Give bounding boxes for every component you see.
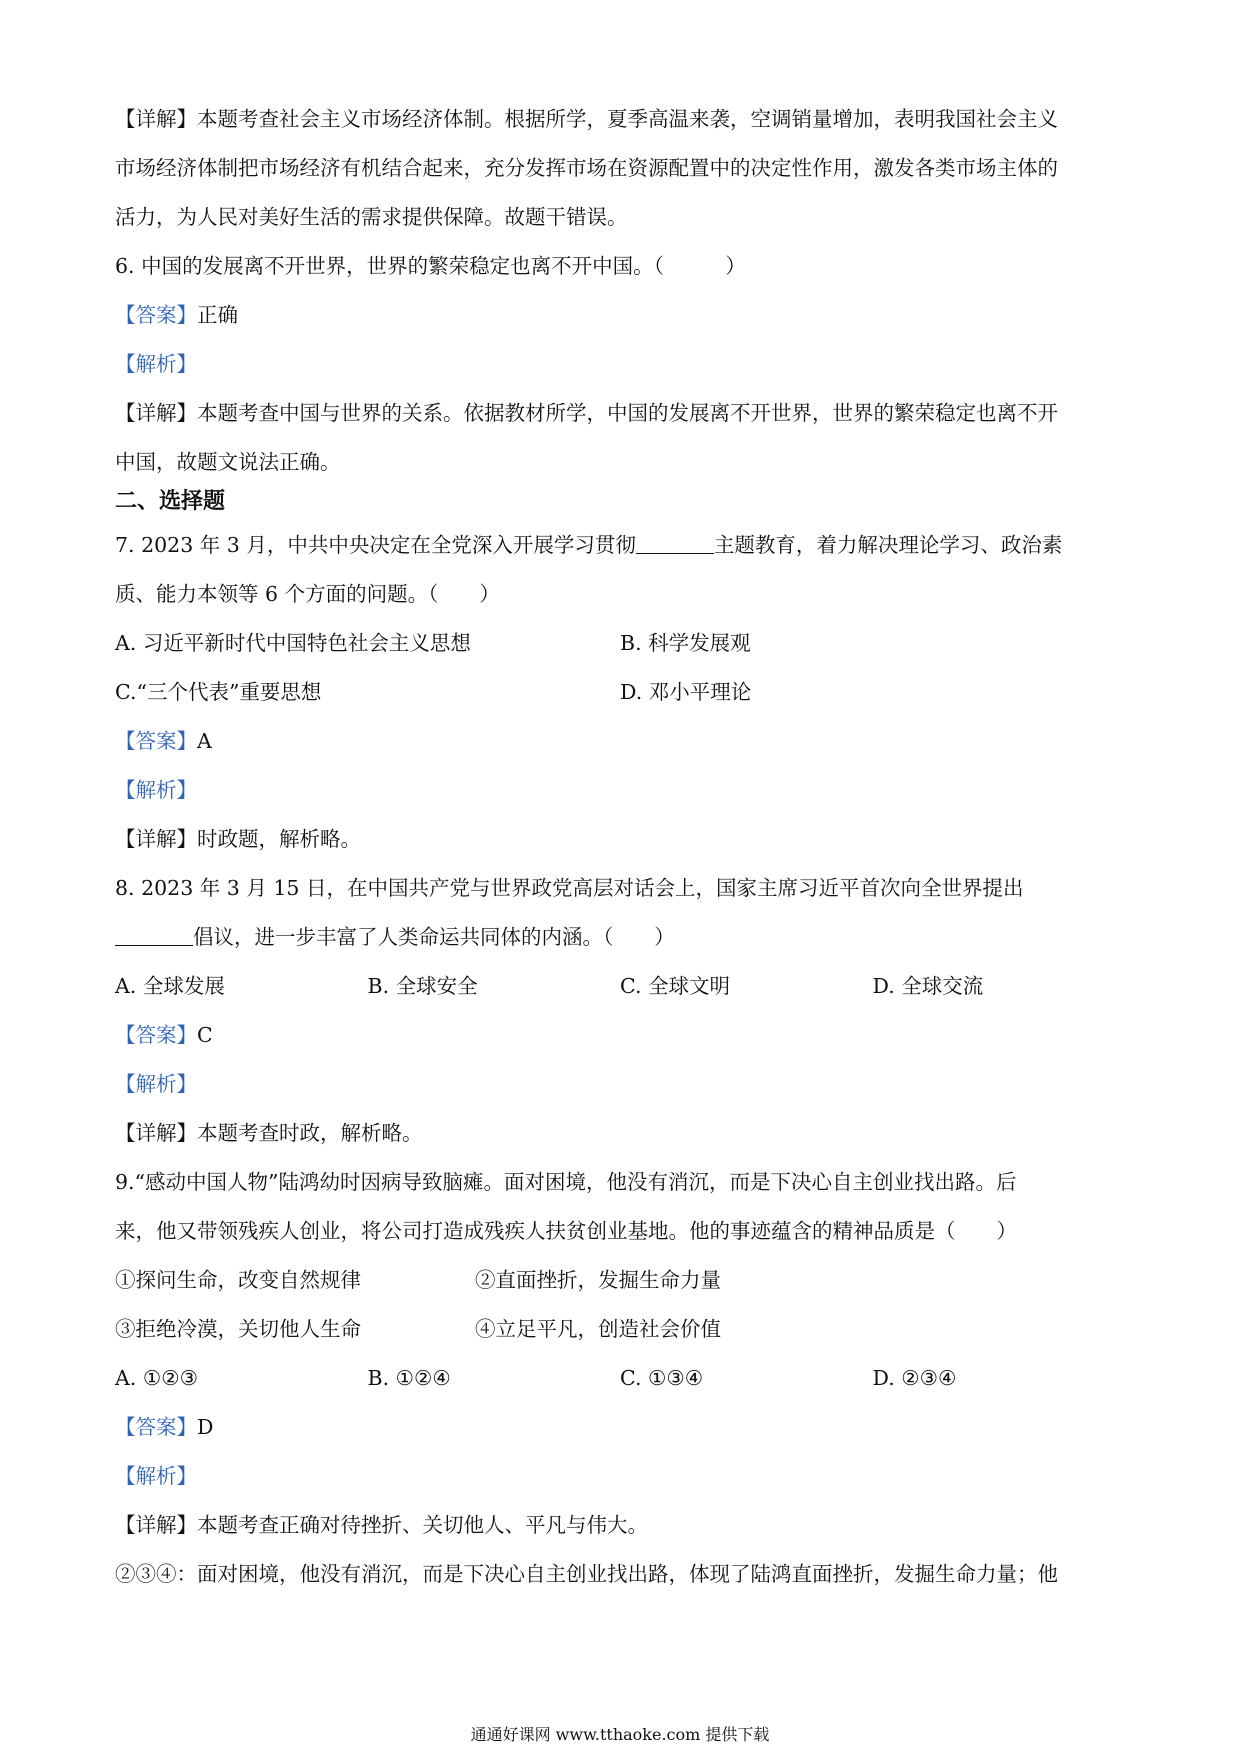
q8-detail (115, 1116, 1125, 1165)
detail-tag: 【详解】 (115, 1121, 197, 1145)
q9-statements-row-1 (115, 1263, 1125, 1312)
q9-answer-value: D (197, 1415, 214, 1439)
answer-tag: 【答案】 (115, 1023, 197, 1047)
option-c: C.“三个代表”重要思想 (115, 680, 322, 704)
q8-answer (115, 1018, 1125, 1067)
option-a: A. ①②③ (115, 1366, 198, 1390)
q9-options-row (115, 1361, 1125, 1410)
page-footer: 通通好课网 www.tthaoke.com 提供下载 (470, 1725, 770, 1744)
option-c: C. ①③④ (620, 1366, 704, 1390)
section-title: 二、选择题 (115, 489, 226, 514)
option-d: D. 邓小平理论 (620, 680, 752, 704)
q6-answer (115, 298, 1125, 347)
detail-tag: 【详解】 (115, 1513, 197, 1537)
answer-tag: 【答案】 (115, 303, 197, 327)
q5-detail-text-1: 本题考查社会主义市场经济体制。根据所学，夏季高温来袭，空调销量增加，表明我国社会主义 (197, 107, 1058, 131)
q7-stem-part-b: 主题教育，着力解决理论学习、政治素 (713, 533, 1063, 557)
q7-analysis (115, 773, 1125, 822)
answer-tag: 【答案】 (115, 729, 197, 753)
detail-tag: 【详解】 (115, 827, 197, 851)
q7-options-row-1 (115, 626, 1125, 675)
option-c: C. 全球文明 (620, 974, 730, 998)
q9-detail (115, 1508, 1125, 1557)
q6-analysis (115, 347, 1125, 396)
q7-answer (115, 724, 1125, 773)
q8-stem-text-2: 倡议，进一步丰富了人类命运共同体的内涵。（ ） (193, 925, 675, 949)
q7-detail-text: 时政题，解析略。 (197, 827, 361, 851)
q9-statements-row-2 (115, 1312, 1125, 1361)
q7-answer-value: A (197, 729, 212, 753)
q9-answer (115, 1410, 1125, 1459)
detail-tag: 【详解】 (115, 107, 197, 131)
option-b: B. 全球安全 (367, 974, 478, 998)
q6-stem: 6. 中国的发展离不开世界，世界的繁荣稳定也离不开中国。（ ） (115, 254, 746, 278)
statement-1: ①探问生命，改变自然规律 (115, 1268, 361, 1292)
statement-2: ②直面挫折，发掘生命力量 (475, 1268, 721, 1292)
option-a: A. 习近平新时代中国特色社会主义思想 (115, 631, 471, 655)
q7-stem-line-2: 质、能力本领等 6 个方面的问题。（ ） (115, 582, 500, 606)
q5-detail-line-2: 市场经济体制把市场经济有机结合起来，充分发挥市场在资源配置中的决定性作用，激发各类市场主体的 (115, 156, 1058, 180)
fill-blank (115, 925, 193, 946)
q9-stem-line-1: 9.“感动中国人物”陆鸿幼时因病导致脑瘫。面对困境，他没有消沉，而是下决心自主创业找出路。后 (115, 1170, 1017, 1194)
statement-3: ③拒绝冷漠，关切他人生命 (115, 1317, 361, 1341)
analysis-tag: 【解析】 (115, 352, 197, 376)
option-a: A. 全球发展 (115, 974, 225, 998)
answer-tag: 【答案】 (115, 1415, 197, 1439)
page-content (115, 102, 1125, 1606)
q5-detail-line-1 (115, 102, 1125, 151)
q8-detail-text: 本题考查时政，解析略。 (197, 1121, 423, 1145)
q6-detail-line-1 (115, 396, 1125, 445)
q7-stem-line-1 (115, 528, 1125, 577)
q9-detail-text: 本题考查正确对待挫折、关切他人、平凡与伟大。 (197, 1513, 648, 1537)
q5-detail-line-3: 活力，为人民对美好生活的需求提供保障。故题干错误。 (115, 205, 628, 229)
q7-options-row-2 (115, 675, 1125, 724)
analysis-tag: 【解析】 (115, 778, 197, 802)
q7-detail (115, 822, 1125, 871)
analysis-tag: 【解析】 (115, 1072, 197, 1096)
option-b: B. ①②④ (367, 1366, 451, 1390)
q9-analysis (115, 1459, 1125, 1508)
q8-analysis (115, 1067, 1125, 1116)
q9-detail-line-2: ②③④：面对困境，他没有消沉，而是下决心自主创业找出路，体现了陆鸿直面挫折，发掘生命力量；他 (115, 1562, 1058, 1586)
q8-stem-line-1: 8. 2023 年 3 月 15 日，在中国共产党与世界政党高层对话会上，国家主席习近平首次向全世界提出 (115, 876, 1024, 900)
q7-stem-part-a: 7. 2023 年 3 月，中共中央决定在全党深入开展学习贯彻 (115, 533, 636, 557)
q9-stem-line-2: 来，他又带领残疾人创业，将公司打造成残疾人扶贫创业基地。他的事迹蕴含的精神品质是（ ） (115, 1219, 1017, 1243)
statement-4: ④立足平凡，创造社会价值 (475, 1317, 721, 1341)
q6-detail-line-2: 中国，故题文说法正确。 (115, 450, 341, 474)
analysis-tag: 【解析】 (115, 1464, 197, 1488)
q6-detail-text-1: 本题考查中国与世界的关系。依据教材所学，中国的发展离不开世界，世界的繁荣稳定也离不开 (197, 401, 1058, 425)
q6-answer-value: 正确 (197, 303, 238, 327)
q8-stem-line-2 (115, 920, 1125, 969)
option-b: B. 科学发展观 (620, 631, 751, 655)
q8-answer-value: C (197, 1023, 213, 1047)
fill-blank (636, 533, 714, 554)
option-d: D. 全球交流 (872, 974, 984, 998)
option-d: D. ②③④ (872, 1366, 957, 1390)
detail-tag: 【详解】 (115, 401, 197, 425)
q8-options-row (115, 969, 1125, 1018)
